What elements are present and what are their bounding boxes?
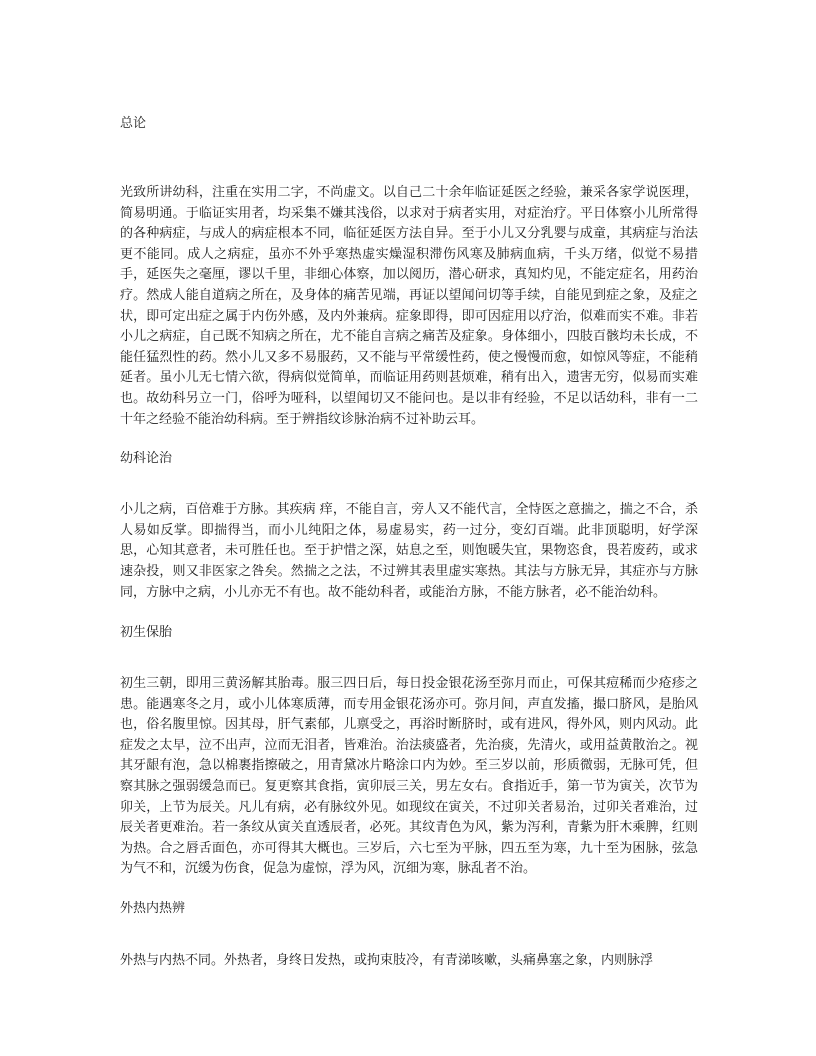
section-heading-fever-distinction: 外热内热辨 [120, 901, 186, 917]
document-page [120, 114, 698, 972]
section-heading-newborn-care: 初生保胎 [120, 625, 173, 641]
section-heading-pediatric-treatment: 幼科论治 [120, 451, 173, 467]
section-body-newborn-care: 初生三朝，即用三黄汤解其胎毒。服三四日后，每日投金银花汤至弥月而止，可保其痘稀而少疮疹之患。能遇寒冬之月，或小儿体寒质薄，而专用金银花汤亦可。弥月间，声直发搐，撮口脐风，是胎风也，俗名腹里惊。因其母，肝气素郁，儿禀受之，再浴时断脐时，或有进风，得外风，则内风动。此症发之太早，泣不出声，泣而无泪者，皆难治。治法痰盛者，先治痰，先清火，或用益黄散治之。视其牙龈有泡，急以棉裹指擦破之，用青黛冰片略涂口内为妙。至三岁以前，形质微弱，无脉可凭，但察其脉之强弱缓急而已。复更察其食指，寅卯辰三关，男左女右。食指近手，第一节为寅关，次节为卯关，上节为辰关。凡儿有病，必有脉纹外见。如现纹在寅关，不过卯关者易治，过卯关者难治，过辰关者更难治。若一条纹从寅关直透辰者，必死。其纹青色为风，紫为泻利，青紫为肝木乘脾，红则为热。合之唇舌面色，亦可得其大概也。三岁后，六七至为平脉，四五至为寒，九十至为困脉，弦急为气不和，沉缓为伤食，促急为虚惊，浮为风，沉细为寒，脉乱者不治。 [120, 676, 698, 877]
section-body-fever-distinction: 外热与内热不同。外热者，身终日发热，或拘束肢冷，有青涕咳嗽，头痛鼻塞之象，内则脉浮 [120, 953, 654, 969]
section-body-general: 光致所讲幼科，注重在实用二字，不尚虚文。以自己二十余年临证延医之经验，兼采各家学说医理，简易明通。于临证实用者，均采集不嫌其浅俗，以求对于病者实用，对症治疗。平日体察小儿所常得的各种病症，与成人的病症根本不同，临征延医方法自异。至于小儿又分乳婴与成童，其病症与治法更不能同。成人之病症，虽亦不外乎寒热虚实燥湿积滞伤风寒及肺病血病，千头万绪，似觉不易措手，延医失之毫厘，谬以千里，非细心体察，加以阅历，潜心研求，真知灼见，不能定症名，用药治疗。然成人能自道病之所在，及身体的痛苦见端，再证以望闻问切等手续，自能见到症之象，及症之状，即可定出症之属于内伤外感，及内外兼病。症象即得，即可因症用以疗治，似难而实不难。非若小儿之病症，自己既不知病之所在，尤不能自言病之痛苦及症象。身体细小，四肢百骸均未长成，不能任猛烈性的药。然小儿又多不易服药，又不能与平常缓性药，使之慢慢而愈，如惊风等症，不能稍延者。虽小儿无七情六欲，得病似觉简单，而临证用药则甚烦难，稍有出入，遗害无穷，似易而实难也。故幼科另立一门，俗呼为哑科，以望闻切又不能问也。是以非有经验，不足以话幼科，非有一二十年之经验不能治幼科病。至于辨指纹诊脉治病不过补助云耳。 [120, 185, 698, 427]
section-body-pediatric-treatment: 小儿之病，百倍难于方脉。其疾病 痒，不能自言，旁人又不能代言，全恃医之意揣之，揣之不合，杀人易如反掌。即揣得当，而小儿纯阳之体，易虚易实，药一过分，变幻百端。此非顶聪明，好学深思，心知其意者，未可胜任也。至于护惜之深，姑息之至，则饱暖失宜，果物恣食，畏若废药，或求速杂投，则又非医家之咎矣。然揣之之法，不过辨其表里虚实寒热。其法与方脉无异，其症亦与方脉同，方脉中之病，小儿亦无不有也。故不能幼科者，或能治方脉，不能方脉者，必不能治幼科。 [120, 502, 698, 600]
section-heading-general: 总论 [120, 116, 147, 131]
